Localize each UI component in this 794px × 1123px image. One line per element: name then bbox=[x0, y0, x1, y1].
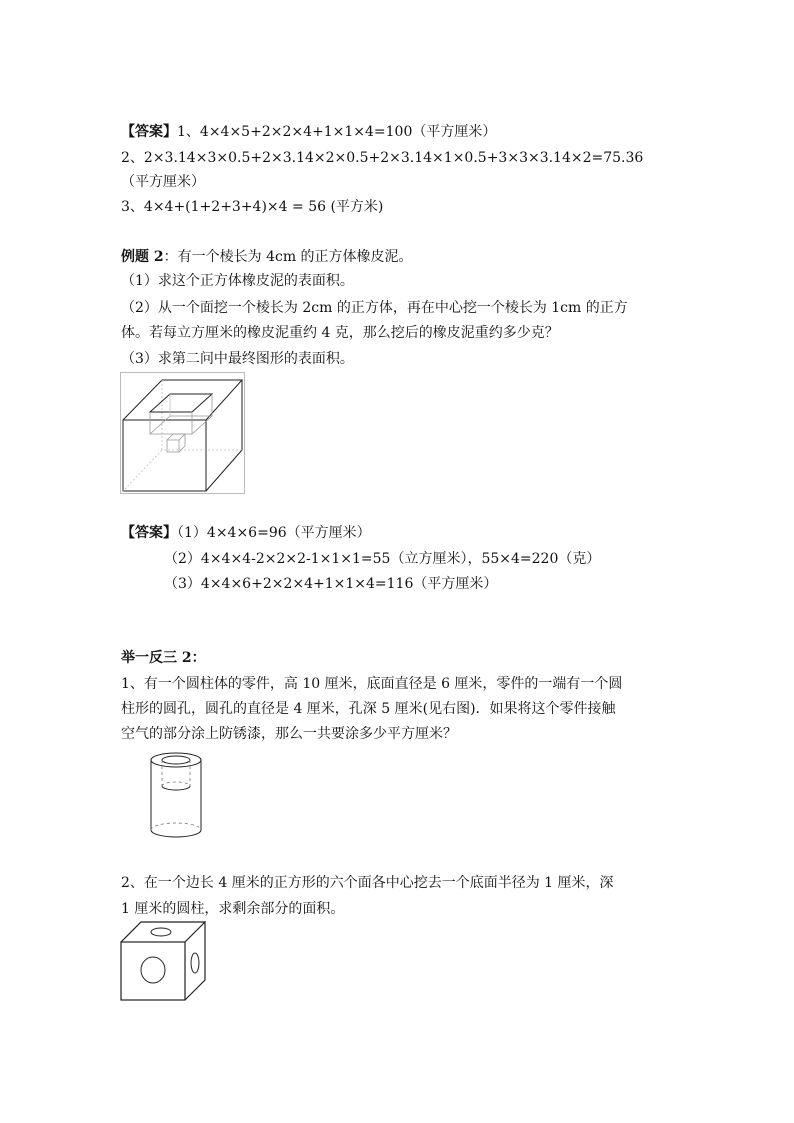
answer-1-line-1 bbox=[121, 123, 496, 141]
example-2-question-2a: （2）从一个面挖一个棱长为 2cm 的正方体，再在中心挖一个棱长为 1cm 的正方 bbox=[121, 300, 628, 316]
practice-1-line-b: 柱形的圆孔，圆孔的直径是 4 厘米，孔深 5 厘米(见右图)．如果将这个零件接触 bbox=[121, 701, 616, 717]
example-title-text: ：有一个棱长为 4cm 的正方体橡皮泥。 bbox=[163, 249, 413, 265]
cube-circle-holes-figure bbox=[119, 920, 207, 1002]
practice-1-line-a: 1、有一个圆柱体的零件，高 10 厘米，底面直径是 6 厘米，零件的一端有一个圆 bbox=[121, 676, 623, 692]
practice-1-line-c: 空气的部分涂上防锈漆，那么一共要涂多少平方厘米？ bbox=[121, 726, 457, 742]
cube-hole-figure bbox=[120, 372, 245, 494]
answer-1-line-2: 2、2×3.14×3×0.5+2×3.14×2×0.5+2×3.14×1×0.5+3×3×3.14×2=75.36 bbox=[121, 150, 644, 166]
answer-1-text: 1、4×4×5+2×2×4+1×1×4=100（平方厘米） bbox=[177, 124, 497, 140]
example-2-question-2b: 体。若每立方厘米的橡皮泥重约 4 克，那么挖后的橡皮泥重约多少克？ bbox=[121, 325, 559, 341]
example-2-question-1: （1）求这个正方体橡皮泥的表面积。 bbox=[121, 273, 354, 289]
practice-2-line-a: 2、在一个边长 4 厘米的正方形的六个面各中心挖去一个底面半径为 1 厘米，深 bbox=[121, 875, 614, 891]
example-2-title bbox=[121, 248, 413, 266]
practice-2-line-b: 1 厘米的圆柱，求剩余部分的面积。 bbox=[121, 901, 345, 917]
example-2-question-3: （3）求第二问中最终图形的表面积。 bbox=[121, 351, 354, 367]
example-label: 例题 2 bbox=[121, 249, 164, 265]
answer-2-line-3: （3）4×4×6+2×2×4+1×1×4=116（平方厘米） bbox=[164, 576, 498, 592]
cylinder-hole-figure bbox=[143, 750, 209, 842]
answer-1-line-4: 3、4×4+(1+2+3+4)×4 = 56 (平方米) bbox=[121, 199, 384, 215]
answer-label: 【答案】 bbox=[121, 525, 177, 541]
practice-heading: 举一反三 2： bbox=[121, 650, 206, 666]
answer-2-line-2: （2）4×4×4-2×2×2-1×1×1=55（立方厘米），55×4=220（克） bbox=[164, 551, 601, 567]
answer-label: 【答案】 bbox=[121, 124, 177, 140]
answer-2-line-1 bbox=[121, 524, 371, 542]
answer-2-text-1: （1）4×4×6=96（平方厘米） bbox=[177, 525, 371, 541]
answer-1-line-3: （平方厘米） bbox=[121, 174, 205, 190]
